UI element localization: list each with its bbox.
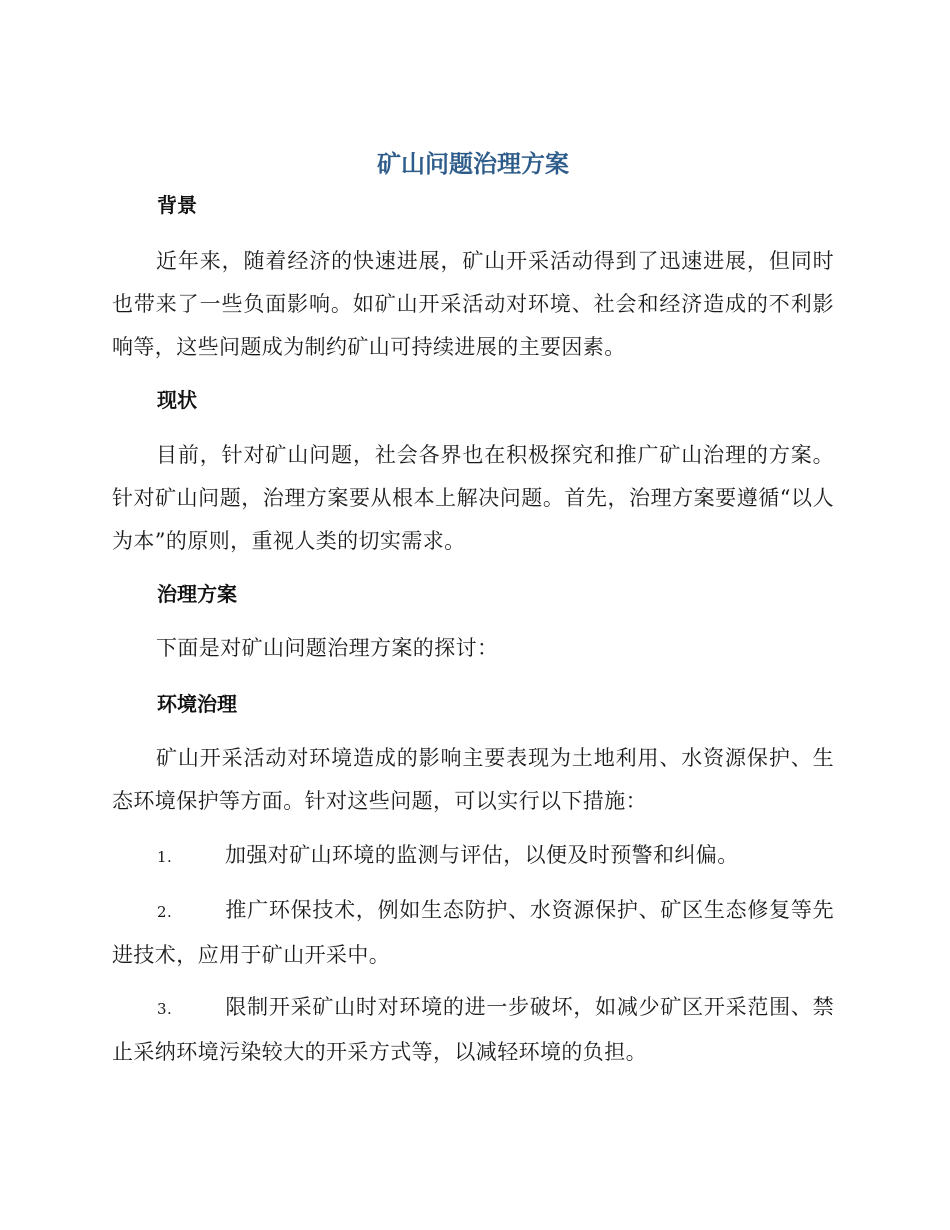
list-item [112, 986, 834, 1074]
section-heading-status: 现状 [157, 388, 197, 412]
list-item-number: 2. [157, 903, 173, 921]
list-item-text: 限制开采矿山时对环境的进一步破坏，如减少矿区开采范围、禁止采纳环境污染较大的开采方式等，以减轻环境的负担。 [112, 995, 834, 1064]
section-heading-environment: 环境治理 [157, 692, 237, 716]
paragraph-plan: 下面是对矿山问题治理方案的探讨： [156, 636, 499, 660]
paragraph-background: 近年来，随着经济的快速进展，矿山开采活动得到了迅速进展，但同时也带来了一些负面影响。如矿山开采活动对环境、社会和经济造成的不利影响等，这些问题成为制约矿山可持续进展的主要因素。 [112, 249, 834, 359]
list-item-number: 3. [157, 1000, 173, 1018]
document-title: 矿山问题治理方案 [377, 150, 569, 178]
list-item-text: 加强对矿山环境的监测与评估，以便及时预警和纠偏。 [225, 843, 739, 867]
section-heading-plan: 治理方案 [157, 582, 237, 606]
list-item-number: 1. [157, 848, 173, 866]
list-item [112, 834, 834, 879]
paragraph-environment: 矿山开采活动对环境造成的影响主要表现为土地利用、水资源保护、生态环境保护等方面。针对这些问题，可以实行以下措施： [112, 746, 834, 813]
list-item [112, 889, 834, 977]
paragraph-status: 目前，针对矿山问题，社会各界也在积极探究和推广矿山治理的方案。针对矿山问题，治理方案要从根本上解决问题。首先，治理方案要遵循“以人为本”的原则，重视人类的切实需求。 [112, 443, 834, 553]
section-heading-background: 背景 [157, 193, 197, 217]
list-item-text: 推广环保技术，例如生态防护、水资源保护、矿区生态修复等先进技术，应用于矿山开采中。 [112, 898, 834, 967]
